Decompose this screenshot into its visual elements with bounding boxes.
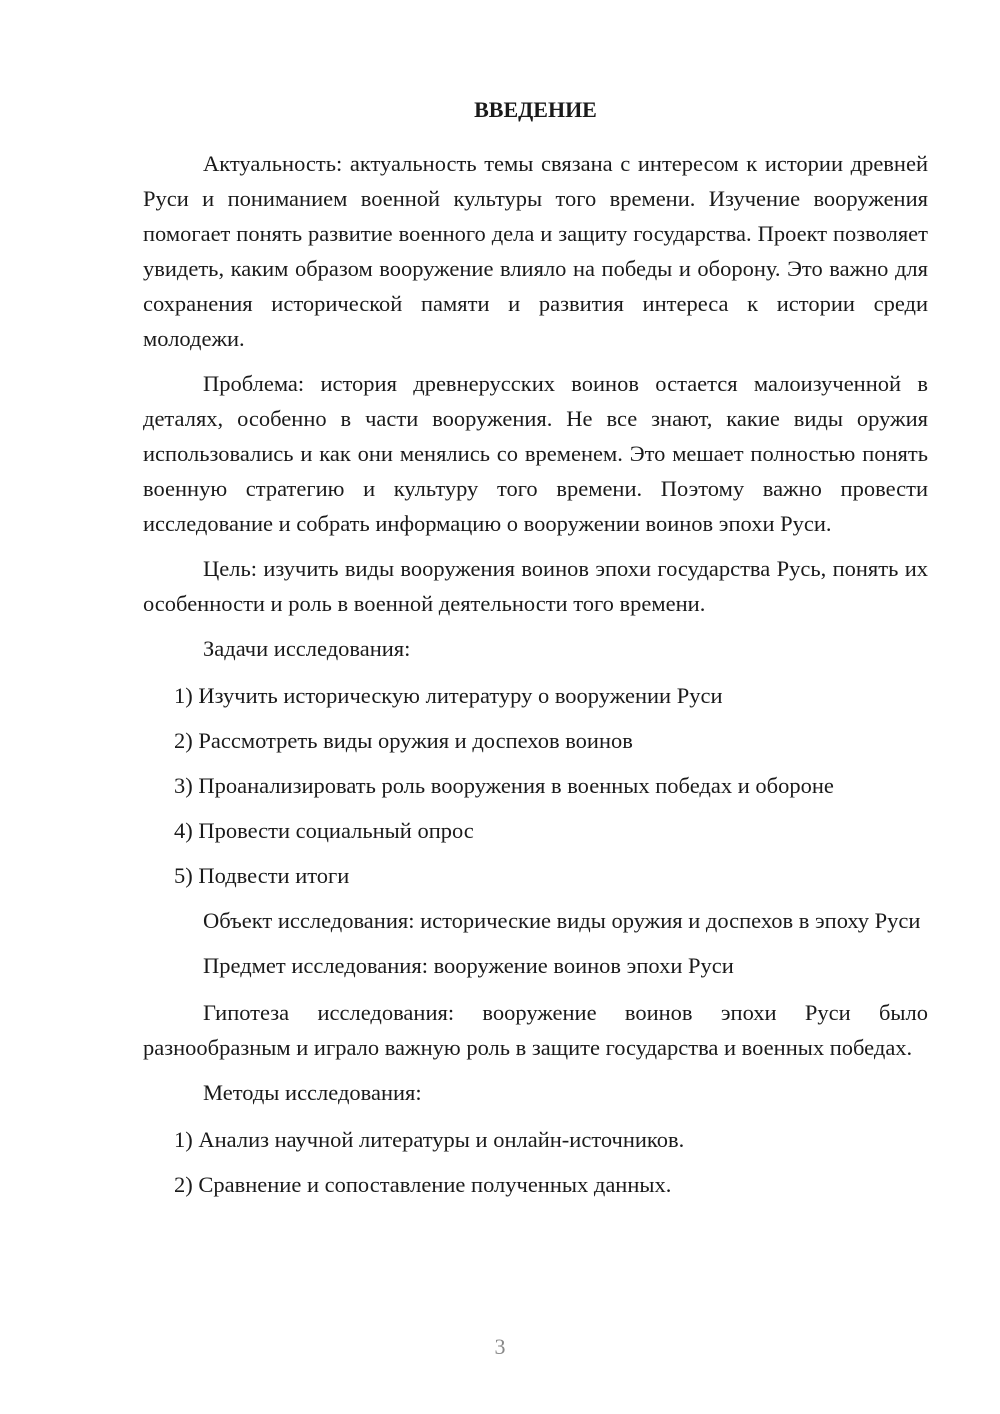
task-item: 1) Изучить историческую литературу о вооружении Руси bbox=[174, 683, 723, 708]
tasks-list bbox=[143, 678, 928, 893]
relevance-paragraph: Актуальность: актуальность темы связана с интересом к истории древней Руси и пониманием военной культуры того времени. Изучение вооружения помогает понять развитие военного дела и защиту государства. Проект позволяет увидеть, каким образом вооружение влияло на победы и оборону. Это важно для сохранения исторической памяти и развития интереса к истории среди молодежи. bbox=[143, 151, 928, 351]
object-paragraph: Объект исследования: исторические виды оружия и доспехов в эпоху Руси bbox=[203, 908, 921, 933]
methods-list bbox=[143, 1122, 928, 1202]
hypothesis-paragraph: Гипотеза исследования: вооружение воинов эпохи Руси было разнообразным и играло важную роль в защите государства и военных победах. bbox=[143, 1000, 928, 1060]
method-item: 1) Анализ научной литературы и онлайн-источников. bbox=[174, 1127, 685, 1152]
method-item: 2) Сравнение и сопоставление полученных данных. bbox=[174, 1172, 672, 1197]
subject-paragraph: Предмет исследования: вооружение воинов эпохи Руси bbox=[203, 953, 734, 978]
tasks-heading: Задачи исследования: bbox=[203, 636, 411, 661]
methods-heading: Методы исследования: bbox=[203, 1080, 422, 1105]
task-item: 4) Провести социальный опрос bbox=[174, 818, 474, 843]
task-item: 2) Рассмотреть виды оружия и доспехов воинов bbox=[174, 728, 633, 753]
document-page bbox=[143, 96, 928, 1212]
goal-paragraph: Цель: изучить виды вооружения воинов эпохи государства Русь, понять их особенности и роль в военной деятельности того времени. bbox=[143, 556, 928, 616]
page-number: 3 bbox=[494, 1334, 506, 1359]
section-title: ВВЕДЕНИЕ bbox=[474, 97, 597, 122]
task-item: 5) Подвести итоги bbox=[174, 863, 350, 888]
problem-paragraph: Проблема: история древнерусских воинов остается малоизученной в деталях, особенно в части вооружения. Не все знают, какие виды оружия использовались и как они менялись со временем. Это мешает полностью понять военную стратегию и культуру того времени. Поэтому важно провести исследование и собрать информацию о вооружении воинов эпохи Руси. bbox=[143, 371, 928, 536]
task-item: 3) Проанализировать роль вооружения в военных победах и обороне bbox=[174, 773, 834, 798]
